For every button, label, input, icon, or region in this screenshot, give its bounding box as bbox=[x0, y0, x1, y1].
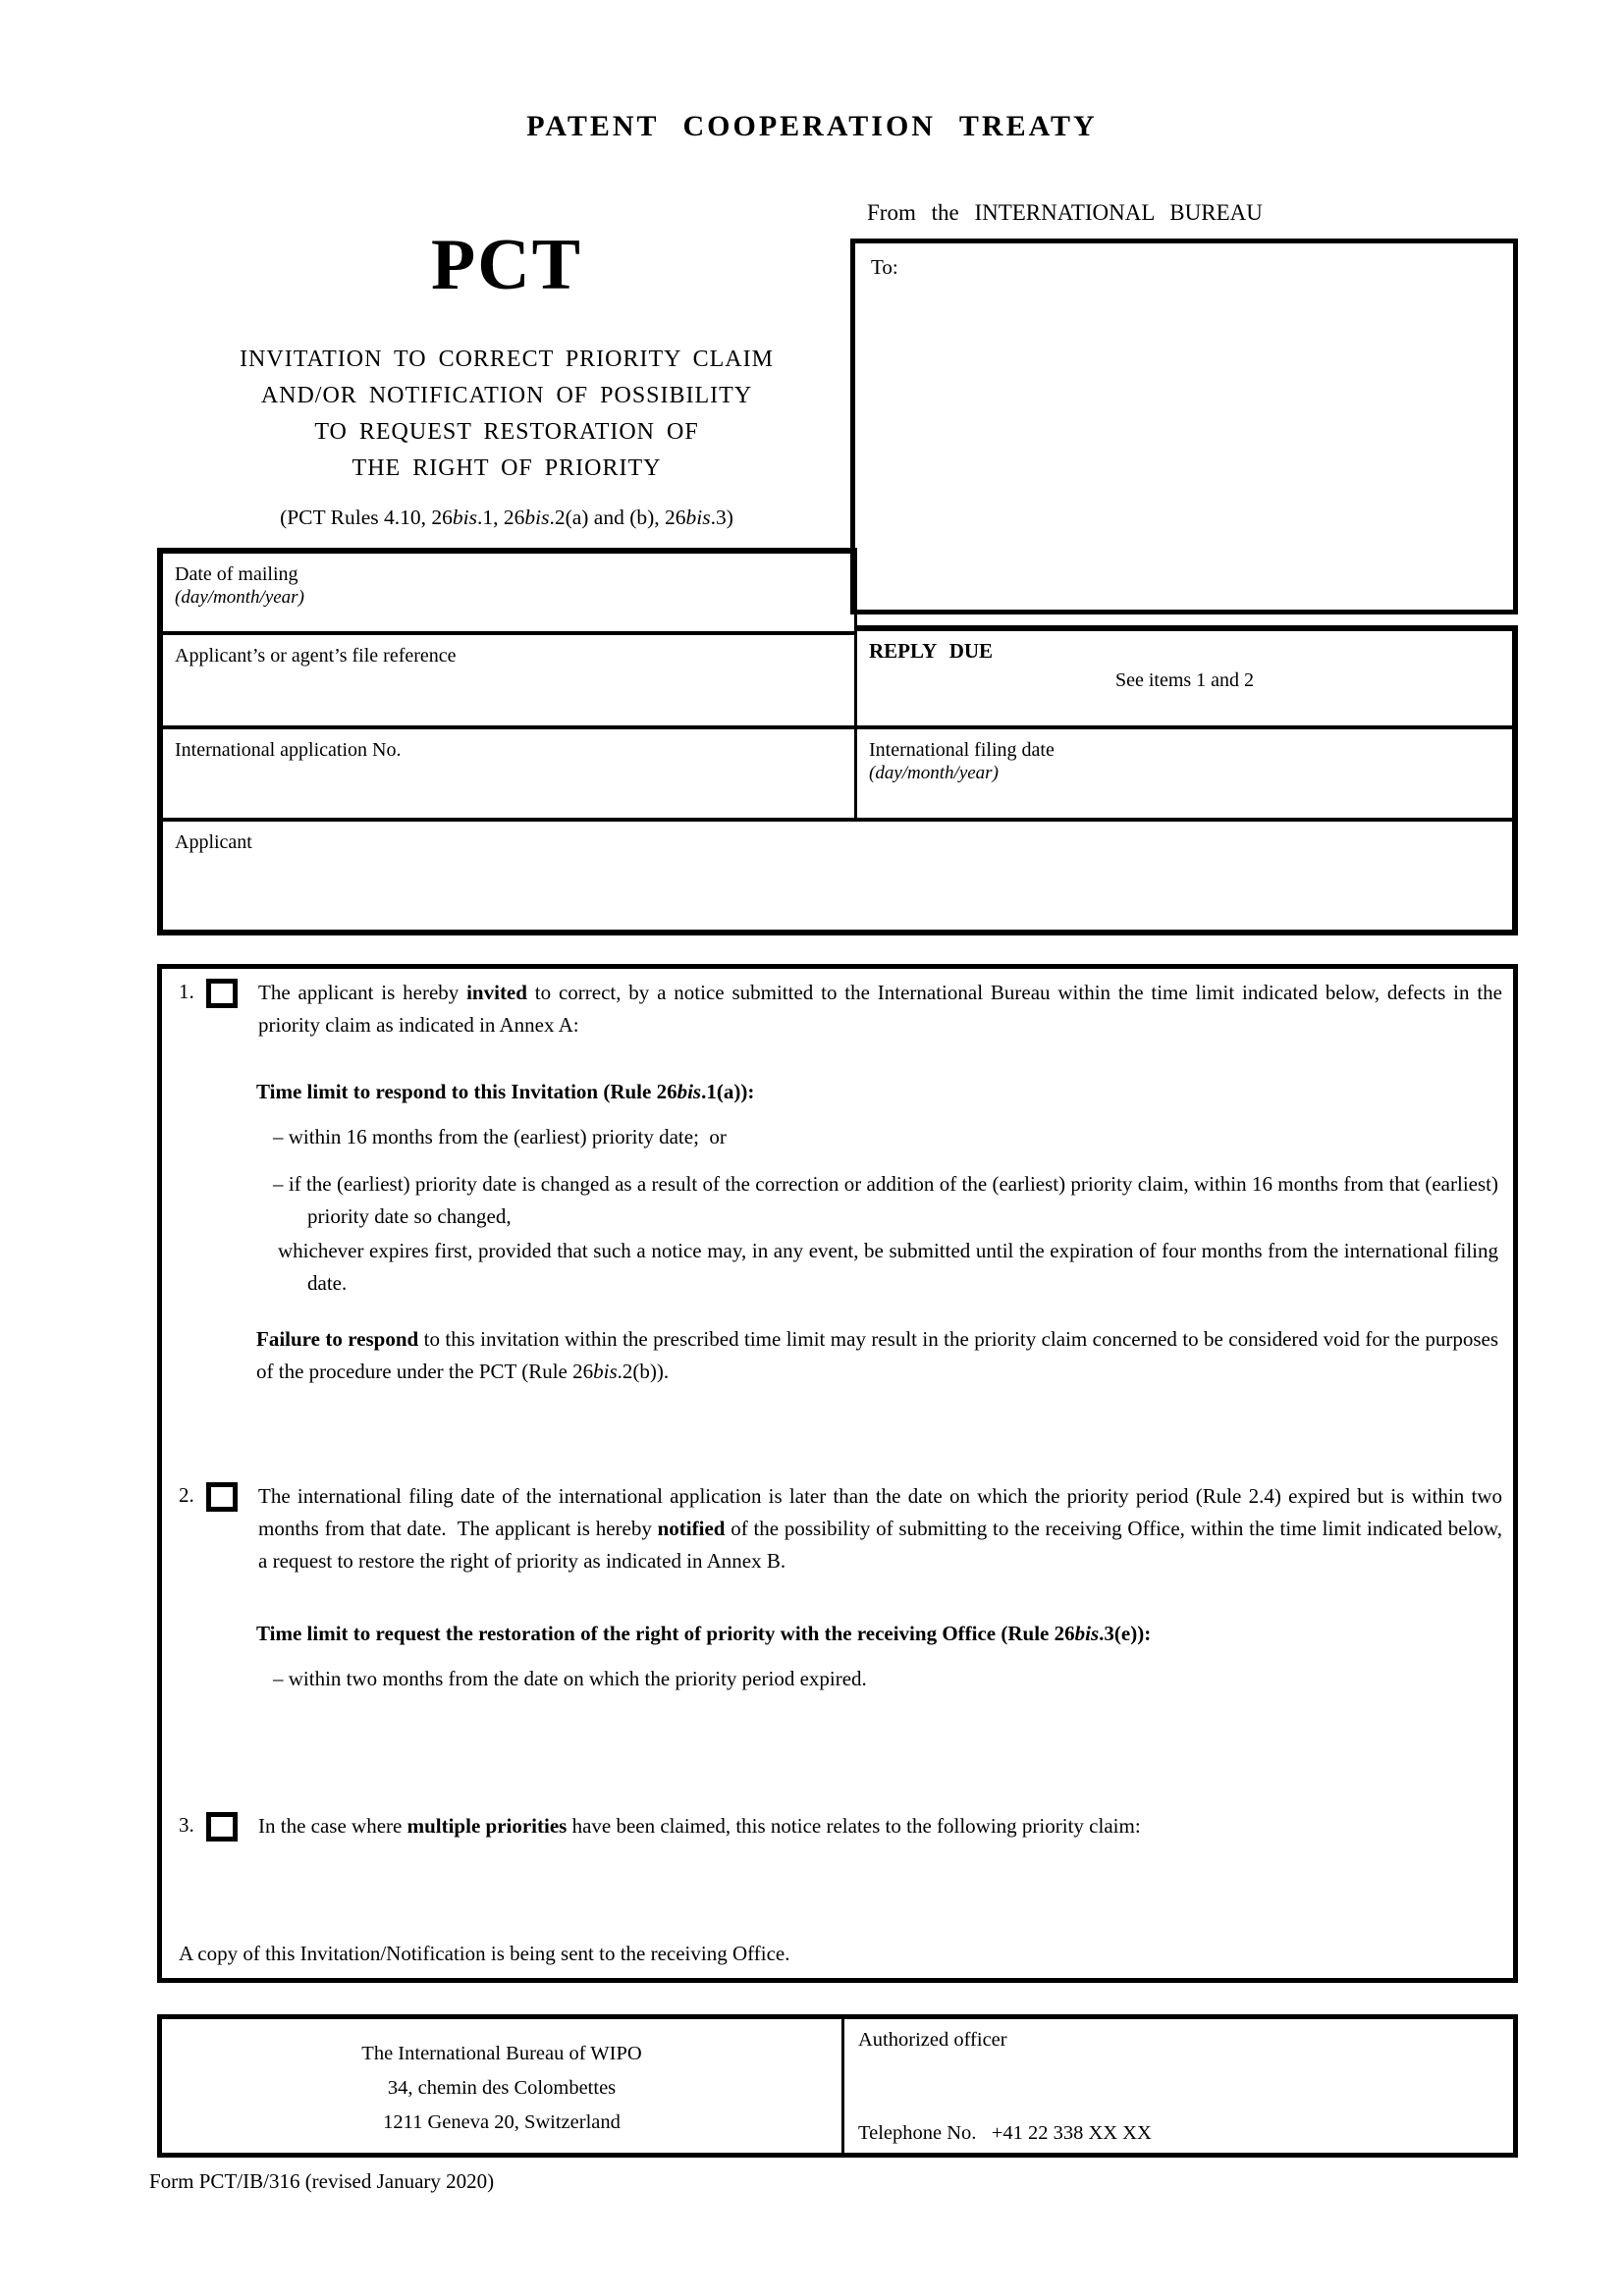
rules-line: (PCT Rules 4.10, 26bis.1, 26bis.2(a) and (b), 26bis.3) bbox=[280, 506, 733, 529]
page-title: PATENT COOPERATION TREATY bbox=[526, 110, 1098, 142]
form-id-line: Form PCT/IB/316 (revised January 2020) bbox=[149, 2169, 495, 2193]
authorized-officer-cell bbox=[844, 2019, 1513, 2153]
item-2-time-limit-heading: Time limit to request the restoration of the right of priority with the receiving Office (Rule 26bis.3(e)): bbox=[256, 1622, 1152, 1645]
telephone-line: Telephone No. +41 22 338 XX XX bbox=[858, 2122, 1152, 2144]
item-1-text: The applicant is hereby invited to correct, by a notice submitted to the International Bureau within the time limit indicated below, defects in the priority claim as indicated in Annex A: bbox=[258, 981, 1502, 1037]
from-international-bureau-line: From the INTERNATIONAL BUREAU bbox=[867, 200, 1263, 225]
item-1-closing: whichever expires first, provided that such a notice may, in any event, be submitted until the expiration of four months from the international filing date. bbox=[278, 1239, 1498, 1295]
reply-due-label: REPLY DUE bbox=[869, 639, 994, 663]
date-of-mailing-label: Date of mailing (day/month/year) bbox=[163, 554, 854, 609]
item-3-number: 3. bbox=[179, 1813, 194, 1837]
footer-box bbox=[157, 2014, 1518, 2158]
bureau-address-line: The International Bureau of WIPO bbox=[361, 2043, 642, 2064]
filing-date-format-note: (day/month/year) bbox=[869, 763, 999, 783]
item-2-bullet-1: – within two months from the date on which the priority period expired. bbox=[273, 1667, 867, 1690]
item-1-checkbox[interactable] bbox=[206, 979, 238, 1008]
authorized-officer-label: Authorized officer bbox=[858, 2029, 1007, 2051]
cell-applicant bbox=[157, 818, 1518, 935]
copy-note: A copy of this Invitation/Notification is being sent to the receiving Office. bbox=[179, 1942, 790, 1965]
reply-due-note: See items 1 and 2 bbox=[1114, 669, 1255, 691]
main-notice-box bbox=[157, 964, 1518, 1983]
doc-title-line: AND/OR NOTIFICATION OF POSSIBILITY bbox=[260, 383, 753, 408]
item-1-time-limit-heading: Time limit to respond to this Invitation (Rule 26bis.1(a)): bbox=[256, 1080, 755, 1103]
item-2-row bbox=[162, 1480, 1513, 1577]
cell-intl-filing-date bbox=[857, 729, 1518, 818]
bureau-address-line: 34, chemin des Colombettes bbox=[387, 2077, 617, 2099]
intl-filing-date-label: International filing date (day/month/year) bbox=[857, 729, 1512, 784]
bureau-address bbox=[162, 2019, 844, 2153]
bureau-address-line: 1211 Geneva 20, Switzerland bbox=[383, 2111, 621, 2133]
intl-application-no-label: International application No. bbox=[175, 739, 402, 761]
item-2-number: 2. bbox=[179, 1483, 194, 1507]
doc-title-line: INVITATION TO CORRECT PRIORITY CLAIM bbox=[240, 347, 774, 372]
to-address-box bbox=[850, 239, 1518, 614]
doc-title-line: THE RIGHT OF PRIORITY bbox=[352, 455, 662, 481]
item-3-row bbox=[162, 1810, 1513, 1842]
item-1-row bbox=[162, 977, 1513, 1041]
item-2-checkbox[interactable] bbox=[206, 1482, 238, 1512]
to-label: To: bbox=[871, 255, 898, 279]
cell-file-reference bbox=[157, 635, 857, 729]
cell-intl-application-no bbox=[157, 729, 857, 818]
date-format-note: (day/month/year) bbox=[175, 587, 304, 608]
item-1-bullet-2: – if the (earliest) priority date is changed as a result of the correction or addition of the (earliest) priority claim, within 16 months from that (earliest) priority date so changed, bbox=[273, 1172, 1498, 1228]
cell-date-of-mailing bbox=[157, 548, 857, 635]
item-1-number: 1. bbox=[179, 980, 194, 1003]
item-3-text: In the case where multiple priorities have been claimed, this notice relates to the following priority claim: bbox=[258, 1814, 1141, 1838]
file-reference-label: Applicant’s or agent’s file reference bbox=[175, 645, 457, 667]
item-1-failure-note: Failure to respond to this invitation within the prescribed time limit may result in the priority claim concerned to be considered void for the purposes of the procedure under the PCT (Rule 26bis.2(b)). bbox=[256, 1327, 1498, 1383]
item-3-checkbox[interactable] bbox=[206, 1812, 238, 1842]
applicant-label: Applicant bbox=[175, 831, 252, 853]
doc-title-line: TO REQUEST RESTORATION OF bbox=[314, 419, 699, 445]
item-1-bullet-1: – within 16 months from the (earliest) priority date; or bbox=[273, 1125, 727, 1148]
doc-title bbox=[157, 342, 856, 487]
pct-logo: PCT bbox=[431, 225, 582, 305]
item-2-text: The international filing date of the international application is later than the date on which the priority period (Rule 2.4) expired but is within two months from that date. The applicant is hereby notified of the possibility of submitting to the receiving Office, within the time limit indicated below, a request to restore the right of priority as indicated in Annex B. bbox=[258, 1484, 1502, 1573]
cell-reply-due bbox=[857, 625, 1518, 729]
